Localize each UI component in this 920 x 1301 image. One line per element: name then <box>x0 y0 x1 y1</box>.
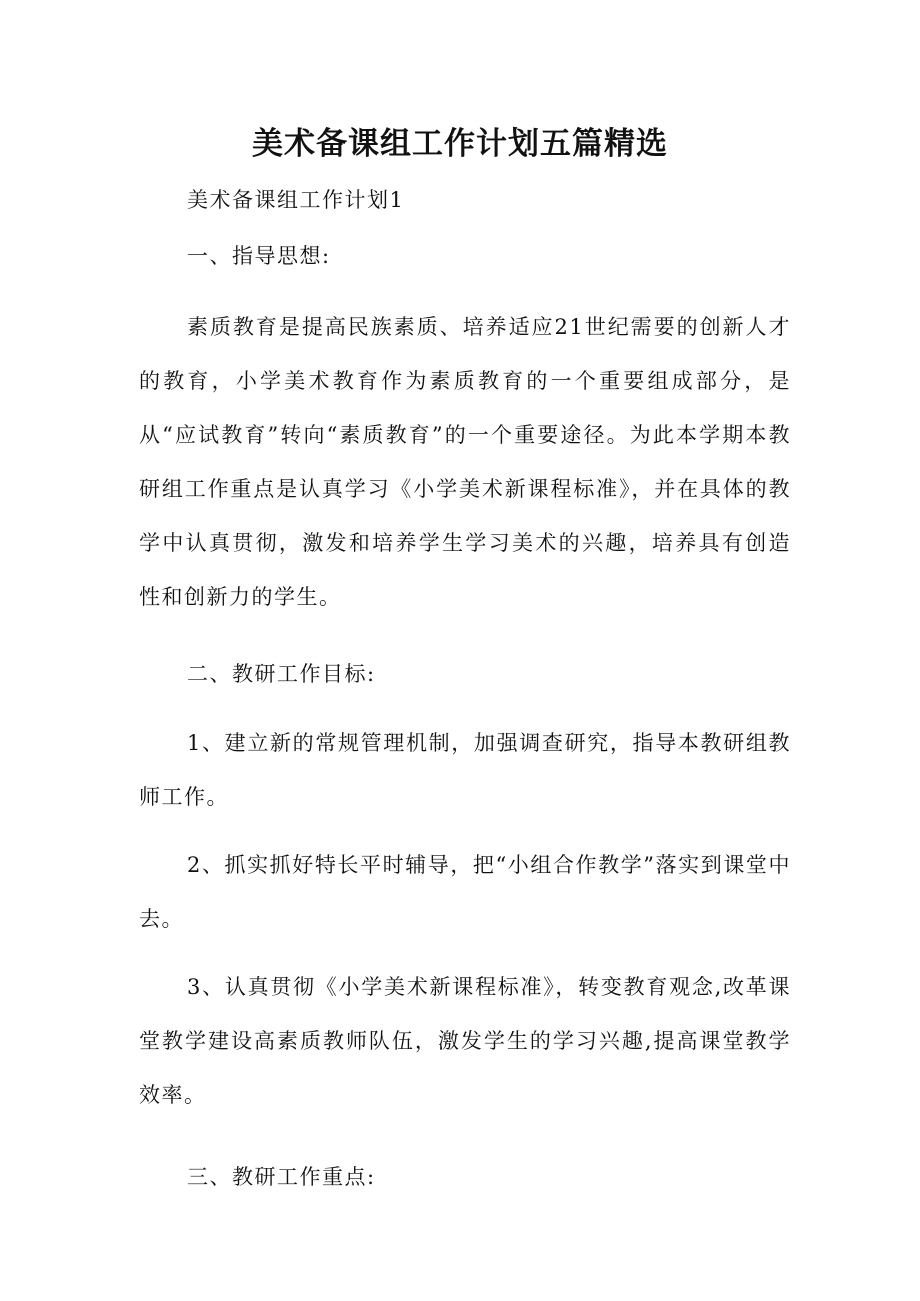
document-title: 美术备课组工作计划五篇精选 <box>252 126 668 162</box>
section-heading-guiding-thought: 一、指导思想: <box>187 244 331 268</box>
goal-item: 3、认真贯彻《小学美术新课程标准》，转变教育观念,改革课堂教学建设高素质教师队伍，激发学生的学习兴趣,提高课堂教学效率。 <box>139 975 791 1107</box>
plan-subtitle: 美术备课组工作计划1 <box>187 188 405 212</box>
guiding-thought-paragraph: 素质教育是提高民族素质、培养适应21世纪需要的创新人才的教育，小学美术教育作为素质教育的一个重要组成部分，是从“应试教育”转向“素质教育”的一个重要途径。为此本学期本教研组工作重点是认真学习《小学美术新课程标准》，并在具体的教学中认真贯彻，激发和培养学生学习美术的兴趣，培养具有创造性和创新力的学生。 <box>139 315 791 609</box>
goal-item: 1、建立新的常规管理机制，加强调查研究，指导本教研组教师工作。 <box>139 731 791 809</box>
section-heading-research-focus: 三、教研工作重点: <box>187 1165 376 1189</box>
goal-item: 2、抓实抓好特长平时辅导，把“小组合作教学”落实到课堂中去。 <box>139 853 791 931</box>
section-heading-research-goals: 二、教研工作目标: <box>187 662 376 686</box>
